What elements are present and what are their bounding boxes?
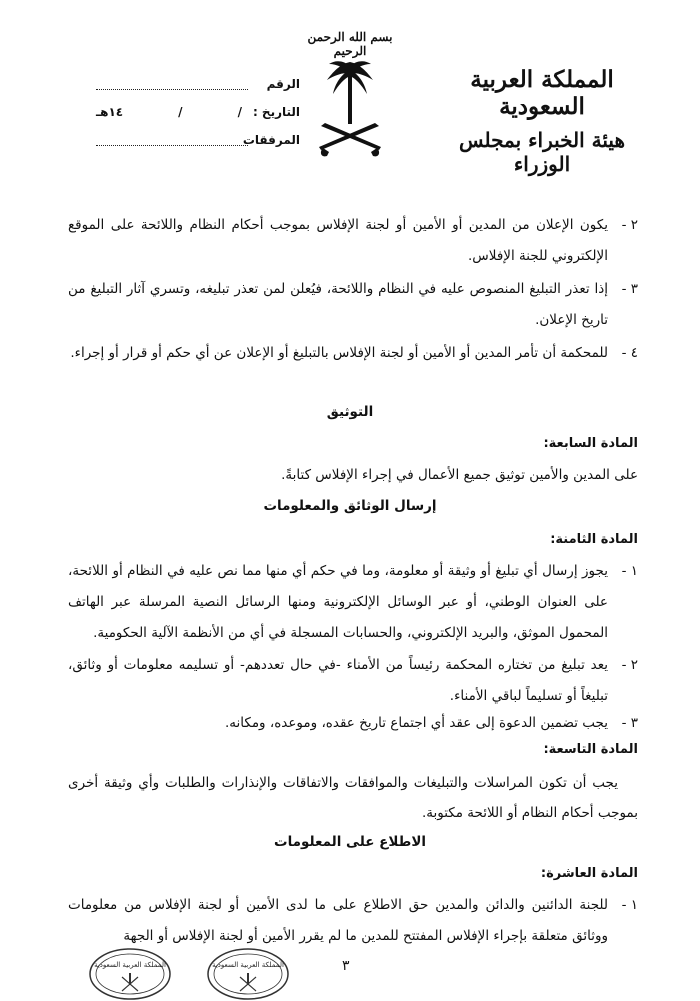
item-number: ٢ - (621, 657, 638, 673)
list-item (68, 708, 638, 739)
seal-stamp-icon (88, 947, 172, 1001)
attachments-row (90, 126, 300, 154)
date-suffix: ١٤هـ (96, 105, 124, 119)
date-row (90, 98, 300, 126)
article-title: المادة العاشرة: (540, 866, 638, 881)
list-item (68, 210, 638, 272)
item-text: يكون الإعلان من المدين أو الأمين أو لجنة الإفلاس بموجب أحكام النظام واللائحة على الموقع الإلكتروني للجنة الإفلاس. (68, 217, 608, 264)
stamp-text: المملكة العربية السعودية (94, 961, 166, 969)
section-heading: التوثيق (326, 404, 374, 420)
item-text: إذا تعذر التبليغ المنصوص عليه في النظام واللائحة، فيُعلن لمن تعذر تبليغه، وتسري آثار التبليغ من تاريخ الإعلان. (68, 281, 608, 328)
kingdom-name: المملكة العربية السعودية (470, 66, 614, 120)
list-item (68, 338, 638, 369)
item-text: للمحكمة أن تأمر المدين أو الأمين أو لجنة الإفلاس بالتبليغ أو الإعلان عن أي حكم أو قرار أو إجراء. (70, 345, 608, 361)
article-title: المادة السابعة: (543, 436, 638, 451)
item-text: يجوز إرسال أي تبليغ أو وثيقة أو معلومة، وما في حكم أي منها مما نص عليه في النظام أو اللائحة، على العنوان الوطني، أو عبر الوسائل الإلكترونية ومنها الرسائل النصية المرسلة عبر الهاتف المحمول الموثق، والبريد الإلكتروني، والحسابات المسجلة في أي من الأنظمة الآلية الحكومية. (68, 563, 608, 641)
seal-stamp-icon (206, 947, 290, 1001)
item-number: ١ - (621, 563, 638, 579)
attachments-label: المرفقات (242, 133, 300, 147)
article-text: على المدين والأمين توثيق جميع الأعمال في إجراء الإفلاس كتابةً. (281, 467, 638, 483)
palm-swords-emblem-icon (315, 52, 385, 162)
letterhead (432, 66, 652, 176)
date-label: التاريخ : (252, 105, 300, 119)
item-text: للجنة الدائنين والدائن والمدين حق الاطلاع على ما لدى الأمين أو لجنة الإفلاس من معلومات ووثائق متعلقة بإجراء الإفلاس المفتتح للمدين ما لم يقرر الأمين أو لجنة الإفلاس أو الجهة (68, 897, 608, 944)
authority-name: هيئة الخبراء بمجلس الوزراء (458, 128, 625, 176)
list-item (68, 650, 638, 712)
item-number: ١ - (621, 897, 638, 913)
item-number: ٤ - (621, 345, 638, 361)
reference-line (96, 79, 248, 90)
date-slash: / (237, 105, 242, 119)
article-title: المادة التاسعة: (543, 742, 638, 757)
reference-row (90, 70, 300, 98)
reference-label: الرقم (266, 77, 300, 91)
section-heading: إرسال الوثائق والمعلومات (263, 498, 437, 514)
item-number: ٣ - (621, 715, 638, 731)
page-number: ٣ (342, 958, 350, 974)
document-meta (90, 70, 300, 154)
list-item (68, 890, 638, 952)
item-text: يعد تبليغ من تختاره المحكمة رئيساً من الأمناء -في حال تعددهم- أو تسليمه معلومات أو وثائق، تبليغاً أو تسليماً لباقي الأمناء. (68, 657, 608, 704)
stamp-text: المملكة العربية السعودية (212, 961, 284, 969)
attachments-line (96, 135, 248, 146)
list-item (68, 556, 638, 649)
section-heading: الاطلاع على المعلومات (274, 834, 426, 850)
article-title: المادة الثامنة: (550, 532, 638, 547)
item-number: ٢ - (621, 217, 638, 233)
date-slash: / (178, 105, 183, 119)
article-text: يجب أن تكون المراسلات والتبليغات والموافقات والاتفاقات والإنذارات والطلبات وأي وثيقة أخرى بموجب أحكام النظام أو اللائحة مكتوبة. (68, 775, 638, 821)
basmala: بسم الله الرحمن الرحيم (307, 30, 393, 58)
list-item (68, 274, 638, 336)
item-number: ٣ - (621, 281, 638, 297)
item-text: يجب تضمين الدعوة إلى عقد أي اجتماع تاريخ عقده، وموعده، ومكانه. (224, 715, 608, 731)
